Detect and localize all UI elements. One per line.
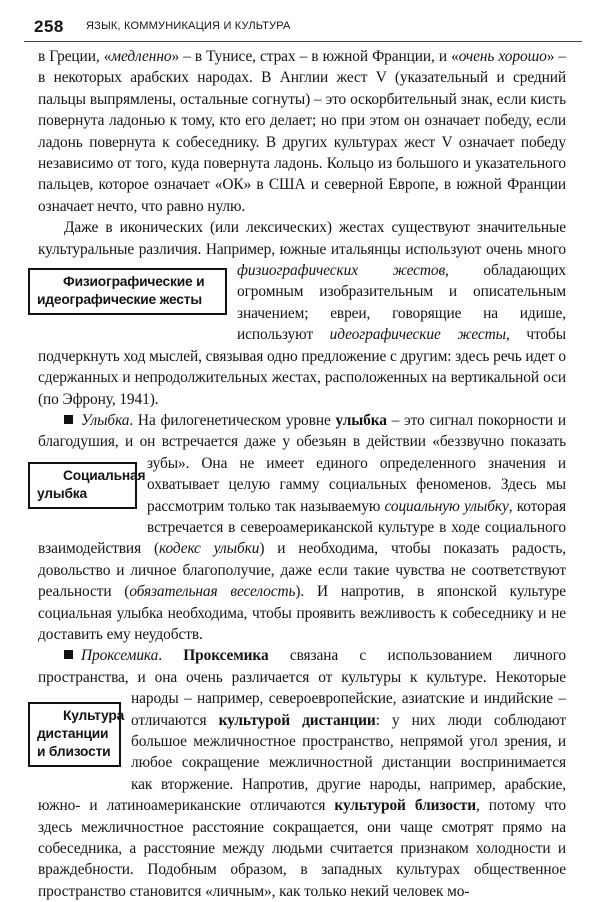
page-body	[38, 46, 566, 902]
bullet-square-icon	[64, 650, 73, 659]
page-number: 258	[34, 17, 64, 36]
sidebar-social-smile: Социальная улыбка	[28, 462, 137, 509]
paragraph-proxemics: Проксемика. Проксемика связана с использованием личного пространства, и она очень различается от культуры к культуре. Неко Культура дистанции и близости торые народы – например, североевропейские, азиатские и индийские – отличаются культурой дистанции: у них люди соблюдают большое межличностное пространство, непрямой угол зрения, и любое сокращение межличностной дистанции воспринимается как вторжение. Напротив, другие народы, например, арабские, южно- и латиноамериканские отличаются культурой близости, потому что здесь межличностное расстояние сокращается, они чаще смотрят прямо на собеседника, а расстояние между людьми считается признаком холодности и враждебности. Подобным образом, в западных культурах общественное пространство становится «личным», как только некий человек мо-	[38, 645, 566, 902]
running-title: ЯЗЫК, КОММУНИКАЦИЯ И КУЛЬТУРА	[86, 20, 291, 32]
paragraph-smile: Улыбка. На филогенетическом уровне улыбка – это сигнал покорности и благодушия, и он встречается даже у обезьян в действии «беззвучно показать зубы». Она не имеет единого опре Социальная улыбка деленного значения и охватывает целую гамму социальных феноменов. Здесь мы рассмотрим только так называемую социальную улыбку, которая встречается в североамериканской культуре в ходе социального взаимодействия (кодекс улыбки) и необходима, чтобы показать радость, довольство и личное благополучие, даже если такие чувства не соответствуют реальности (обязательная веселость). И напротив, в японской культуре социальная улыбка необходима, чтобы проявить вежливость к собеседнику и не доставить ему неудобств.	[38, 410, 566, 645]
bullet-square-icon	[64, 415, 73, 424]
header-divider	[24, 41, 582, 42]
sidebar-physiographic-gestures: Физиографические и идеографические жесты	[28, 268, 227, 315]
paragraph-1: в Греции, «медленно» – в Тунисе, страх – в южной Франции, и «очень хорошо» – в некоторых арабских народах. В Англии жест V (указательный и средний пальцы выпрямлены, остальные согнуты) – это оскорбительный знак, если кисть повернута ладонью к тому, кто его делает; но при этом он означает победу, если ладонь повернута к собеседнику. В других культурах жест V означает победу независимо от того, куда повернута ладонь. Кольцо из большого и указательного пальцев, которое означает «ОК» в США и северной Европе, в южной Франции означает нечто, что равно нулю.	[38, 48, 566, 215]
paragraph-2: Даже в иконических (или лексических) жестах существуют значительные культуральные различия. Например, южные итальянцы ис Физиографические и идеографические жесты пользуют очень много физиографических жестов, обладающих огромным изобразительным и описательным значением; евреи, говорящие на идише, используют идеографические жесты, чтобы подчеркнуть ход мыслей, связывая одно предложение с другим: здесь речь идет о сдержанных и непродолжительных жестах, расположенных на вертикальной оси (по Эфрону, 1941).	[38, 217, 566, 410]
page-header	[22, 8, 582, 38]
sidebar-distance-proximity: Культура дистанции и близости	[28, 702, 121, 767]
